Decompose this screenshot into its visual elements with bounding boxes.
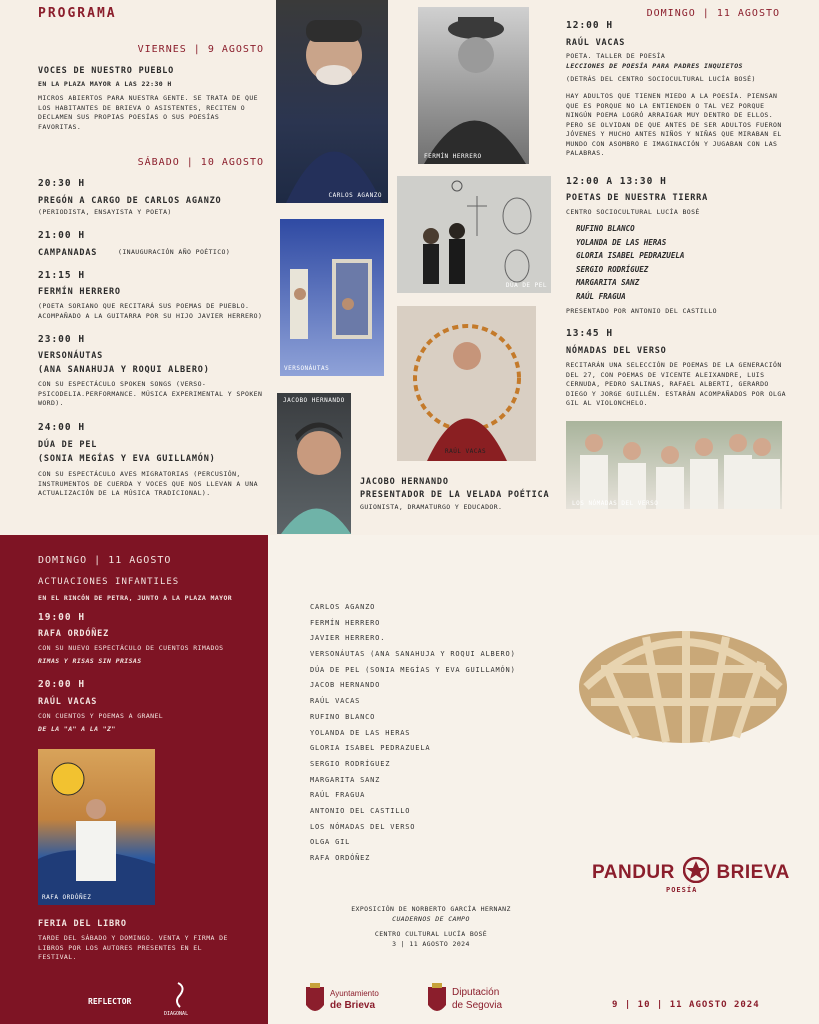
event-time: 24:00 H bbox=[38, 422, 86, 433]
poet-name: MARGARITA SANZ bbox=[576, 278, 640, 288]
exposicion-block bbox=[326, 905, 536, 949]
program-title: PROGRAMA bbox=[38, 6, 117, 21]
event-title: NÓMADAS DEL VERSO bbox=[566, 346, 667, 356]
brand-logo bbox=[592, 857, 790, 884]
event-desc: HAY ADULTOS QUE TIENEN MIEDO A LA POESÍA. PIENSAN QUE ES PORQUE NO LA ENTIENDEN O TAL VEZ PORQUE NINGÚN POEMA LOGRÓ ARRAIGAR MUY DENTRO DE ELLOS. PERO SE OLVIDAN DE QUE ANTES DE SER ADULTOS FUERON JÓVENES Y MUCHO ANTES NIÑOS Y NIÑAS QUE MIRABAN EL MUNDO CON ASOMBRO E IMAGINACIÓN Y JUGABAN CON LAS PALABRAS. bbox=[566, 92, 782, 157]
event-title: RAÚL VACAS bbox=[566, 38, 626, 48]
brand-sub: POESÍA bbox=[666, 886, 698, 894]
participant: RAÚL FRAGUA bbox=[310, 791, 366, 800]
window-scene-icon bbox=[280, 219, 384, 376]
event-title: FERMÍN HERRERO bbox=[38, 287, 121, 297]
event-subtitle: (ANA SANAHUJA Y ROQUI ALBERO) bbox=[38, 365, 210, 375]
portrait-icon bbox=[277, 393, 351, 534]
nomadas-photo bbox=[566, 421, 782, 509]
participant: RAFA ORDÓÑEZ bbox=[310, 854, 371, 862]
brand-left: PANDUR bbox=[592, 862, 675, 883]
expo-line: CUADERNOS DE CAMPO bbox=[392, 914, 470, 923]
diputacion-logo bbox=[426, 983, 526, 1019]
feria-title: FERIA DEL LIBRO bbox=[38, 919, 127, 929]
sun-painting-icon bbox=[38, 749, 155, 905]
domingo-infantil-panel bbox=[0, 535, 268, 1024]
photo-caption: LOS NÓMADAS DEL VERSO bbox=[572, 500, 659, 507]
event-title: RAFA ORDÓÑEZ bbox=[38, 629, 110, 639]
event-desc: (PERIODISTA, ENSAYISTA Y POETA) bbox=[38, 208, 172, 216]
event-time: 19:00 H bbox=[38, 612, 86, 623]
event-desc: CON SU ESPECTÁCULO AVES MIGRATORIAS (PERCUSIÓN, INSTRUMENTOS DE CUERDA Y VOCES QUE NOS LLEVAN A UNA ACTUALIZACIÓN DE LA MÚSICA TRADICIONAL). bbox=[38, 470, 258, 497]
participant: FERMÍN HERRERO bbox=[310, 618, 381, 627]
event-title: RAÚL VACAS bbox=[38, 697, 98, 707]
portrait-icon bbox=[276, 0, 388, 203]
participants-list bbox=[310, 603, 516, 870]
ayuntamiento-logo bbox=[304, 983, 394, 1019]
participant: CARLOS AGANZO bbox=[310, 603, 376, 611]
participant: ANTONIO DEL CASTILLO bbox=[310, 806, 411, 815]
event-time: 12:00 H bbox=[566, 20, 614, 31]
photo-caption: JACOBO HERNANDO bbox=[283, 397, 345, 404]
voces-location: EN LA PLAZA MAYOR A LAS 22:30 H bbox=[38, 80, 172, 88]
participant: YOLANDA DE LAS HERAS bbox=[310, 728, 411, 737]
poet-name: GLORIA ISABEL PEDRAZUELA bbox=[576, 251, 685, 261]
photo-caption: FERMÍN HERRERO bbox=[424, 153, 482, 160]
participant: GLORIA ISABEL PEDRAZUELA bbox=[310, 744, 431, 753]
event-time: 13:45 H bbox=[566, 328, 614, 339]
event-desc: CON SU NUEVO ESPECTÁCULO DE CUENTOS RIMADOS bbox=[38, 644, 224, 652]
portrait-icon bbox=[418, 7, 529, 164]
event-italic: DE LA "A" A LA "Z" bbox=[38, 725, 116, 733]
photo-caption: VERSONÁUTAS bbox=[284, 365, 330, 372]
event-subtitle: (SONIA MEGÍAS Y EVA GUILLAMÓN) bbox=[38, 454, 216, 464]
poet-name: RUFINO BLANCO bbox=[576, 224, 635, 233]
infantil-title: ACTUACIONES INFANTILES bbox=[38, 577, 180, 587]
feria-desc: TARDE DEL SÁBADO Y DOMINGO. VENTA Y FIRMA DE LIBROS POR LOS AUTORES PRESENTES EN EL FESTIVAL. bbox=[38, 934, 228, 961]
reflector-logo: REFLECTOR bbox=[88, 997, 132, 1006]
diagonal-logo: DIAGONAL bbox=[164, 1011, 189, 1017]
star-emblem-icon bbox=[683, 857, 709, 883]
event-desc: (POETA SORIANO QUE RECITARÁ SUS POEMAS DE PUEBLO. ACOMPAÑADO A LA GUITARRA POR SU HIJO JAVIER HERRERO) bbox=[38, 302, 263, 320]
event-time: 21:15 H bbox=[38, 270, 86, 281]
presented-by: PRESENTADO POR ANTONIO DEL CASTILLO bbox=[566, 307, 717, 315]
participant: RUFINO BLANCO bbox=[310, 712, 376, 721]
carlos-aganzo-photo bbox=[276, 0, 388, 203]
poet-name: RAÚL FRAGUA bbox=[576, 291, 626, 301]
photo-caption: CARLOS AGANZO bbox=[328, 192, 382, 199]
event-italic: LECCIONES DE POESÍA PARA PADRES INQUIETOS bbox=[566, 62, 743, 70]
event-location: CENTRO SOCIOCULTURAL LUCÍA BOSÉ bbox=[566, 208, 700, 216]
event-desc: CON SU ESPECTÁCULO SPOKEN SONGS (VERSO-PSICODELIA.PERFORMANCE. MÚSICA EXPERIMENTAL Y SPOKEN WORD). bbox=[38, 380, 263, 407]
voces-title: VOCES DE NUESTRO PUEBLO bbox=[38, 66, 175, 76]
event-title: PREGÓN A CARGO DE CARLOS AGANZO bbox=[38, 196, 222, 206]
infantil-location: EN EL RINCÓN DE PETRA, JUNTO A LA PLAZA MAYOR bbox=[38, 594, 233, 602]
sponsor-line: Ayuntamiento bbox=[330, 989, 379, 998]
group-photo-icon bbox=[566, 421, 782, 509]
event-time: 12:00 A 13:30 H bbox=[566, 176, 667, 187]
bread-basket-icon bbox=[576, 607, 790, 747]
jacobo-role: PRESENTADOR DE LA VELADA POÉTICA bbox=[360, 490, 550, 500]
coat-of-arms-icon bbox=[426, 983, 448, 1017]
poet-name: SERGIO RODRÍGUEZ bbox=[576, 264, 649, 274]
participant: RAÚL VACAS bbox=[310, 697, 361, 706]
dua-de-pel-photo bbox=[397, 176, 551, 293]
participants-panel bbox=[268, 535, 819, 1024]
event-time: 20:30 H bbox=[38, 178, 86, 189]
event-time: 20:00 H bbox=[38, 679, 86, 690]
event-title: CAMPANADAS bbox=[38, 248, 98, 258]
versonautas-photo bbox=[280, 219, 384, 376]
jacobo-desc: GUIONISTA, DRAMATURGO Y EDUCADOR. bbox=[360, 503, 503, 511]
domingo-heading: DOMINGO | 11 AGOSTO bbox=[38, 555, 172, 566]
alphabet-ring-icon bbox=[397, 306, 536, 461]
event-time: 21:00 H bbox=[38, 230, 86, 241]
jacobo-photo bbox=[277, 393, 351, 534]
raul-vacas-photo bbox=[397, 306, 536, 461]
voces-desc: MICROS ABIERTOS PARA NUESTRA GENTE. SE TRATA DE QUE LOS HABITANTES DE BRIEVA O ASISTENTES, RECITEN O DECLAMEN SUS PROPIAS POESÍAS O SUS POESÍAS FAVORITAS. bbox=[38, 94, 258, 131]
event-title: VERSONÁUTAS bbox=[38, 351, 104, 361]
photo-caption: DÚA DE PEL bbox=[505, 282, 547, 289]
coat-of-arms-icon bbox=[304, 983, 326, 1017]
event-location: (DETRÁS DEL CENTRO SOCIOCULTURAL LUCÍA BOSÉ) bbox=[566, 75, 756, 83]
participant: LOS NÓMADAS DEL VERSO bbox=[310, 822, 416, 831]
expo-line: CENTRO CULTURAL LUCÍA BOSÉ bbox=[374, 930, 488, 938]
rafa-photo bbox=[38, 749, 155, 905]
poets-list bbox=[576, 224, 684, 306]
poet-name: YOLANDA DE LAS HERAS bbox=[576, 237, 667, 247]
jacobo-name: JACOBO HERNANDO bbox=[360, 477, 449, 487]
illustration-wall-icon bbox=[397, 176, 551, 293]
sponsor-line: Diputación bbox=[452, 987, 500, 998]
event-desc: RECITARÁN UNA SELECCIÓN DE POEMAS DE LA GENERACIÓN DEL 27, CON POEMAS DE VICENTE ALEIXANDRE, LUIS CERNUDA, PEDRO SALINAS, RAFAEL ALBERTI, GERARDO DIEGO Y JORGE GUILLÉN. ESTARÁN ACOMPAÑADOS POR OLGA GIL AL VIOLONCHELO. bbox=[566, 361, 786, 407]
event-desc: CON CUENTOS Y POEMAS A GRANEL bbox=[38, 712, 164, 720]
participant: MARGARITA SANZ bbox=[310, 775, 381, 784]
brand-right: BRIEVA bbox=[716, 862, 790, 883]
domingo-heading: DOMINGO | 11 AGOSTO bbox=[646, 8, 780, 19]
viernes-heading: VIERNES | 9 AGOSTO bbox=[137, 44, 264, 55]
event-line: POETA. TALLER DE POESÍA bbox=[566, 52, 666, 60]
participant: DÚA DE PEL (SONIA MEGÍAS Y EVA GUILLAMÓN) bbox=[310, 665, 516, 674]
expo-line: 3 | 11 AGOSTO 2024 bbox=[392, 939, 470, 948]
sabado-heading: SÁBADO | 10 AGOSTO bbox=[137, 157, 264, 168]
photo-caption: RAFA ORDÓÑEZ bbox=[42, 894, 92, 901]
participant: JACOB HERNANDO bbox=[310, 681, 381, 690]
festival-dates: 9 | 10 | 11 AGOSTO 2024 bbox=[612, 1000, 760, 1010]
event-desc: (INAUGURACIÓN AÑO POÉTICO) bbox=[118, 248, 231, 256]
participant: JAVIER HERRERO. bbox=[310, 634, 386, 643]
event-title: DÚA DE PEL bbox=[38, 440, 98, 450]
event-italic: RIMAS Y RISAS SIN PRISAS bbox=[38, 657, 142, 665]
event-title: POETAS DE NUESTRA TIERRA bbox=[566, 193, 709, 203]
participant: VERSONÁUTAS (ANA SANAHUJA Y ROQUI ALBERO) bbox=[310, 650, 516, 659]
participant: OLGA GIL bbox=[310, 838, 351, 847]
fermin-herrero-photo bbox=[418, 7, 529, 164]
seahorse-icon bbox=[166, 981, 190, 1009]
photo-caption: RAÚL VACAS bbox=[445, 448, 487, 455]
sponsor-line: de Segovia bbox=[452, 1000, 503, 1011]
sponsor-line: de Brieva bbox=[330, 1000, 376, 1011]
expo-line: EXPOSICIÓN DE NORBERTO GARCÍA HERNANZ bbox=[351, 905, 511, 913]
event-time: 23:00 H bbox=[38, 334, 86, 345]
participant: SERGIO RODRÍGUEZ bbox=[310, 759, 391, 768]
